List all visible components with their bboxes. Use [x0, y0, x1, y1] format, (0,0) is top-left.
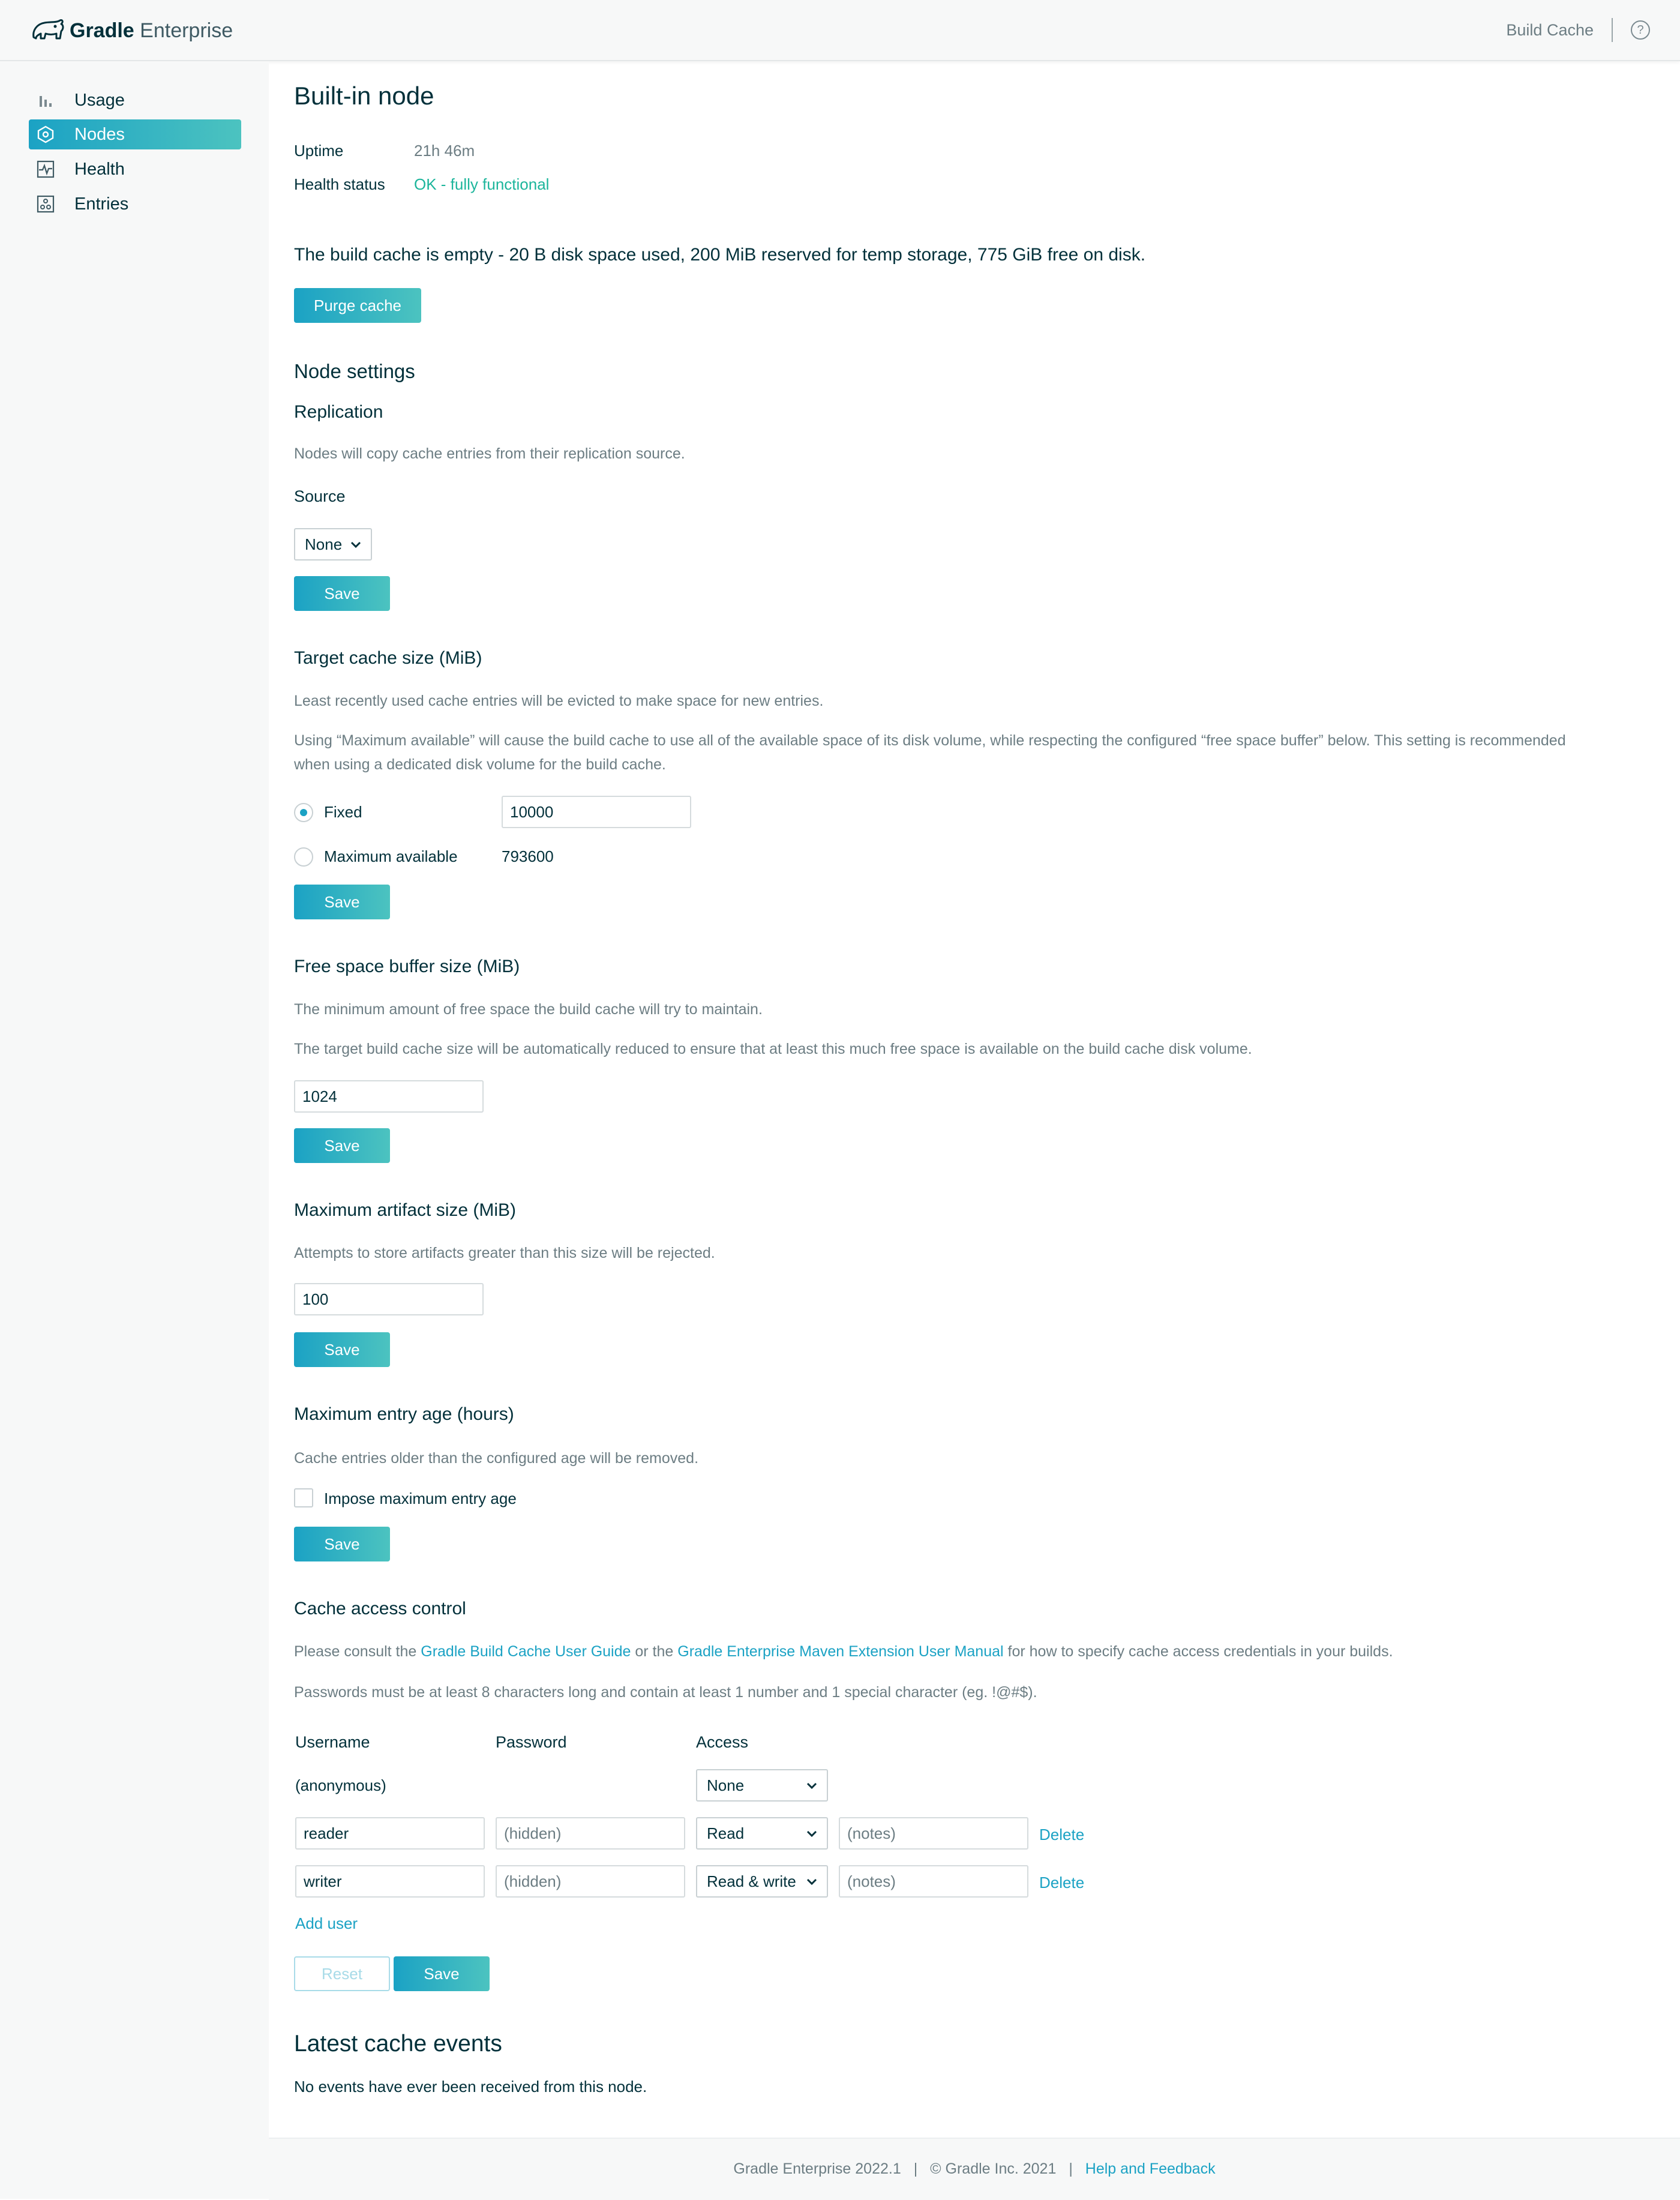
chevron-down-icon: [805, 1827, 818, 1840]
fixed-label: Fixed: [324, 803, 362, 821]
sidebar-item-label: Entries: [74, 194, 129, 214]
sidebar-item-label: Nodes: [74, 124, 125, 144]
maximum-available-label: Maximum available: [324, 847, 458, 865]
footer-copyright: © Gradle Inc. 2021: [930, 2160, 1057, 2177]
access-select[interactable]: [696, 1865, 828, 1898]
chevron-down-icon: [805, 1779, 818, 1792]
column-header-password: Password: [496, 1733, 567, 1751]
password-input[interactable]: [496, 1817, 685, 1850]
password-input[interactable]: [496, 1865, 685, 1898]
source-select-value: None: [305, 535, 343, 553]
sidebar-item-usage[interactable]: [29, 85, 241, 115]
max-entry-age-description: Cache entries older than the configured age will be removed.: [294, 1450, 699, 1467]
footer: [269, 2138, 1680, 2200]
access-control-save-button[interactable]: Save: [394, 1956, 490, 1991]
anonymous-access-value: None: [707, 1776, 745, 1794]
max-artifact-save-button[interactable]: Save: [294, 1332, 390, 1367]
fixed-size-input[interactable]: [502, 796, 691, 828]
header-divider: [1612, 18, 1613, 42]
fixed-radio[interactable]: [294, 803, 313, 822]
column-header-username: Username: [295, 1733, 370, 1751]
maximum-available-value: 793600: [502, 847, 554, 865]
uptime-value: 21h 46m: [414, 142, 475, 160]
free-space-title: Free space buffer size (MiB): [294, 957, 520, 976]
chevron-down-icon: [805, 1875, 818, 1888]
maximum-available-radio[interactable]: [294, 847, 313, 867]
node-settings-title: Node settings: [294, 360, 415, 382]
sidebar-item-health[interactable]: [29, 154, 241, 184]
health-status-value: OK - fully functional: [414, 175, 550, 193]
help-and-feedback-link[interactable]: Help and Feedback: [1085, 2160, 1216, 2177]
free-space-save-button[interactable]: Save: [294, 1128, 390, 1163]
max-entry-age-save-button[interactable]: Save: [294, 1527, 390, 1561]
max-entry-age-title: Maximum entry age (hours): [294, 1404, 514, 1424]
anonymous-user-label: (anonymous): [295, 1776, 386, 1794]
max-artifact-title: Maximum artifact size (MiB): [294, 1200, 517, 1220]
no-events-text: No events have ever been received from this node.: [294, 2078, 647, 2096]
username-input[interactable]: [295, 1817, 485, 1850]
sidebar-item-entries[interactable]: [29, 189, 241, 219]
access-select-value: Read & write: [707, 1872, 796, 1890]
source-label: Source: [294, 487, 346, 505]
footer-separator: |: [913, 2160, 918, 2177]
consult-prefix: Please consult the: [294, 1643, 417, 1660]
replication-save-button[interactable]: Save: [294, 576, 390, 611]
anonymous-access-select[interactable]: [696, 1769, 828, 1802]
add-user-link[interactable]: Add user: [295, 1914, 358, 1932]
notes-input[interactable]: [839, 1817, 1028, 1850]
gradle-enterprise-logo[interactable]: [30, 16, 233, 46]
target-cache-title: Target cache size (MiB): [294, 648, 482, 668]
username-input[interactable]: [295, 1865, 485, 1898]
reset-button[interactable]: Reset: [294, 1956, 390, 1991]
brand-light: Enterprise: [140, 19, 233, 42]
pulse-icon: [35, 158, 56, 180]
source-select[interactable]: [294, 528, 372, 561]
health-status-label: Health status: [294, 175, 385, 193]
notes-input[interactable]: [839, 1865, 1028, 1898]
purge-cache-button[interactable]: Purge cache: [294, 288, 421, 323]
target-cache-description-1: Least recently used cache entries will be evicted to make space for new entries.: [294, 693, 824, 709]
target-cache-description-2a: Using “Maximum available” will cause the build cache to use all of the available space of its disk volume, while respecting the configured “free space buffer” below. This setting is recommended: [294, 732, 1566, 749]
sidebar-item-label: Usage: [74, 90, 125, 110]
elephant-logo-icon: [30, 17, 65, 44]
cache-access-control-title: Cache access control: [294, 1599, 466, 1618]
max-artifact-description: Attempts to store artifacts greater than this size will be rejected.: [294, 1245, 715, 1261]
cache-summary: The build cache is empty - 20 B disk space used, 200 MiB reserved for temp storage, 775 GiB free on disk.: [294, 245, 1146, 265]
free-space-input[interactable]: [294, 1080, 484, 1113]
page-title: Built-in node: [294, 82, 434, 110]
replication-title: Replication: [294, 402, 383, 422]
sidebar-item-label: Health: [74, 159, 125, 179]
max-artifact-input[interactable]: [294, 1283, 484, 1315]
bar-chart-icon: [35, 89, 56, 111]
footer-separator: |: [1069, 2160, 1073, 2177]
impose-max-age-label: Impose maximum entry age: [324, 1489, 517, 1507]
target-cache-description-2b: when using a dedicated disk volume for the build cache.: [294, 756, 666, 773]
free-space-description-2: The target build cache size will be automatically reduced to ensure that at least this much free space is available on the build cache disk volume.: [294, 1041, 1252, 1057]
password-rule-text: Passwords must be at least 8 characters long and contain at least 1 number and 1 special character (eg. !@#$).: [294, 1684, 1037, 1701]
sidebar-item-nodes[interactable]: [29, 119, 241, 149]
impose-max-age-checkbox[interactable]: [294, 1488, 313, 1507]
free-space-description-1: The minimum amount of free space the build cache will try to maintain.: [294, 1001, 763, 1018]
target-cache-save-button[interactable]: Save: [294, 885, 390, 919]
chevron-down-icon: [349, 538, 362, 551]
build-cache-link[interactable]: Build Cache: [1506, 20, 1594, 39]
help-icon[interactable]: ?: [1631, 20, 1650, 40]
replication-description: Nodes will copy cache entries from their replication source.: [294, 445, 685, 462]
hexagon-icon: [35, 124, 56, 145]
latest-cache-events-title: Latest cache events: [294, 2031, 502, 2057]
delete-user-link[interactable]: Delete: [1039, 1874, 1085, 1892]
uptime-label: Uptime: [294, 142, 344, 160]
brand-bold: Gradle: [70, 19, 134, 42]
entries-icon: [35, 193, 56, 215]
consult-mid: or the: [635, 1643, 674, 1660]
consult-suffix: for how to specify cache access credentials in your builds.: [1007, 1643, 1393, 1660]
top-bar: [0, 0, 1680, 61]
access-select[interactable]: [696, 1817, 828, 1850]
access-select-value: Read: [707, 1824, 745, 1842]
build-cache-user-guide-link[interactable]: Gradle Build Cache User Guide: [421, 1643, 631, 1660]
maven-extension-manual-link[interactable]: Gradle Enterprise Maven Extension User Manual: [677, 1643, 1004, 1660]
column-header-access: Access: [696, 1733, 749, 1751]
footer-version: Gradle Enterprise 2022.1: [733, 2160, 901, 2177]
access-consult-text: [294, 1643, 1393, 1661]
delete-user-link[interactable]: Delete: [1039, 1826, 1085, 1844]
sidebar: [0, 61, 269, 2199]
